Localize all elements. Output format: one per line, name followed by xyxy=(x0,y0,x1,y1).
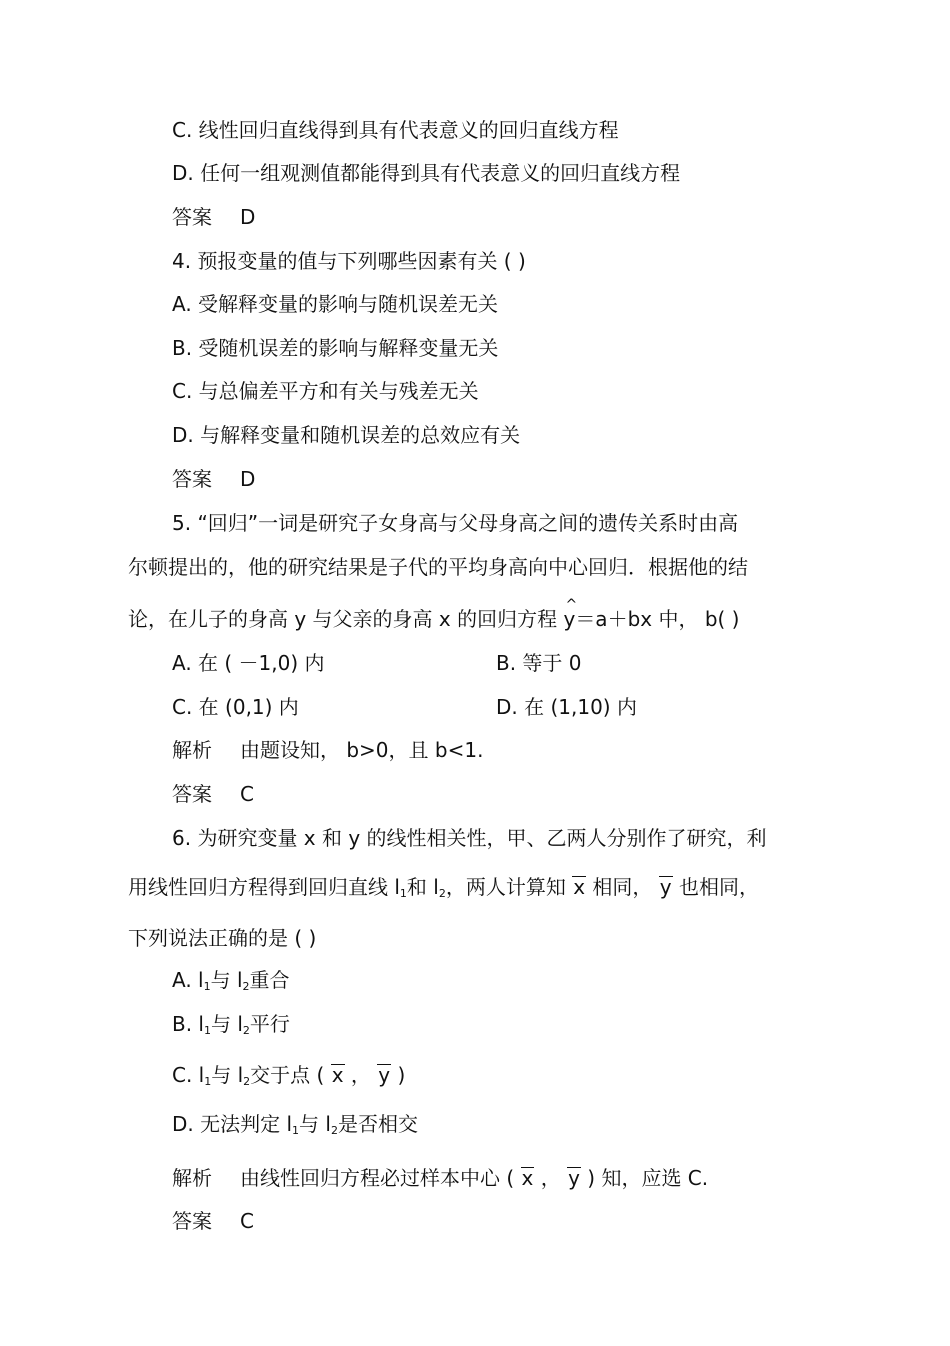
text: 与 l xyxy=(210,968,243,992)
x-bar-symbol: x xyxy=(573,875,586,899)
text: D. 无法判定 l xyxy=(172,1112,293,1136)
text: ， xyxy=(344,1063,378,1087)
q5-stem-text-end: ＝a＋bx 中， b( ) xyxy=(575,607,740,631)
q5-answer xyxy=(172,781,254,807)
q5-option-c: C. 在 (0,1) 内 xyxy=(172,695,299,719)
subscript: 1 xyxy=(203,980,211,993)
q4-option-a: A. 受解释变量的影响与随机误差无关 xyxy=(172,292,499,316)
answer-value: C xyxy=(240,1209,254,1233)
q3-option-d: D. 任何一组观测值都能得到具有代表意义的回归直线方程 xyxy=(172,161,681,185)
q4-option-d: D. 与解释变量和随机误差的总效应有关 xyxy=(172,423,521,447)
text: 相同， xyxy=(586,875,659,899)
q4-stem: 4. 预报变量的值与下列哪些因素有关 ( ) xyxy=(172,249,526,273)
q6-option-c xyxy=(172,1062,405,1095)
analysis-label: 解析 xyxy=(172,738,212,762)
text: 与 l xyxy=(211,1063,244,1087)
q5-option-a: A. 在 ( －1,0) 内 xyxy=(172,651,325,675)
text: 交于点 ( xyxy=(250,1063,331,1087)
subscript: 2 xyxy=(330,1124,338,1137)
text: 和 l xyxy=(406,875,439,899)
q6-stem-line1: 6. 为研究变量 x 和 y 的线性相关性，甲、乙两人分别作了研究，利 xyxy=(172,826,767,850)
x-bar-symbol: x xyxy=(331,1063,344,1087)
text: 与 l xyxy=(211,1012,243,1036)
y-bar-symbol: y xyxy=(659,875,672,899)
answer-value: D xyxy=(240,205,256,229)
analysis-text: 由题设知， b>0，且 b<1. xyxy=(240,738,484,762)
text: ) xyxy=(391,1063,406,1087)
answer-label: 答案 xyxy=(172,467,212,491)
y-bar-symbol: y xyxy=(568,1166,580,1190)
y-hat-symbol: ^ y xyxy=(563,606,575,632)
text: ， xyxy=(534,1166,568,1190)
text: 重合 xyxy=(249,968,290,992)
subscript: 2 xyxy=(438,887,446,900)
answer-value: D xyxy=(240,467,256,491)
text: 是否相交 xyxy=(337,1112,418,1136)
q5-option-d: D. 在 (1,10) 内 xyxy=(496,695,637,719)
subscript: 2 xyxy=(243,1075,251,1088)
q5-stem-text: 论，在儿子的身高 y 与父亲的身高 x 的回归方程 xyxy=(128,607,564,631)
subscript: 2 xyxy=(242,980,250,993)
q3-answer xyxy=(172,204,255,230)
text: A. l xyxy=(172,968,204,992)
q6-stem-line2 xyxy=(128,874,759,907)
text: ，两人计算知 xyxy=(445,875,573,899)
y-bar-symbol: y xyxy=(378,1063,391,1087)
answer-label: 答案 xyxy=(172,205,212,229)
answer-label: 答案 xyxy=(172,1209,212,1233)
text: 由线性回归方程必过样本中心 ( xyxy=(240,1166,521,1190)
subscript: 1 xyxy=(204,1024,211,1037)
q5-option-b: B. 等于 0 xyxy=(496,651,582,675)
q6-option-b xyxy=(172,1011,290,1044)
subscript: 2 xyxy=(242,1024,250,1037)
q4-option-c: C. 与总偏差平方和有关与残差无关 xyxy=(172,379,479,403)
q5-stem-line1: 5. “回归”一词是研究子女身高与父母身高之间的遗传关系时由高 xyxy=(172,511,739,535)
q4-option-b: B. 受随机误差的影响与解释变量无关 xyxy=(172,336,499,360)
text: 与 l xyxy=(299,1112,331,1136)
q6-option-a xyxy=(172,967,290,1000)
q6-analysis xyxy=(172,1165,708,1191)
q3-option-c: C. 线性回归直线得到具有代表意义的回归直线方程 xyxy=(172,118,619,142)
subscript: 1 xyxy=(204,1075,212,1088)
subscript: 1 xyxy=(399,887,407,900)
text: B. l xyxy=(172,1012,204,1036)
text: 用线性回归方程得到回归直线 l xyxy=(128,875,400,899)
x-bar-symbol: x xyxy=(521,1166,534,1190)
answer-value: C xyxy=(240,782,254,806)
q6-option-d xyxy=(172,1111,418,1144)
q4-answer xyxy=(172,466,255,492)
text: ) 知，应选 C. xyxy=(580,1166,709,1190)
q5-analysis xyxy=(172,737,483,763)
analysis-label: 解析 xyxy=(172,1166,212,1190)
q6-answer xyxy=(172,1208,254,1234)
subscript: 1 xyxy=(292,1124,300,1137)
text: 平行 xyxy=(249,1012,290,1036)
q5-stem-line2: 尔顿提出的，他的研究结果是子代的平均身高向中心回归．根据他的结 xyxy=(128,555,748,579)
q5-stem-line3 xyxy=(128,606,739,632)
text: C. l xyxy=(172,1063,205,1087)
text: 也相同， xyxy=(672,875,759,899)
answer-label: 答案 xyxy=(172,782,212,806)
q6-stem-line3: 下列说法正确的是 ( ) xyxy=(128,926,317,950)
